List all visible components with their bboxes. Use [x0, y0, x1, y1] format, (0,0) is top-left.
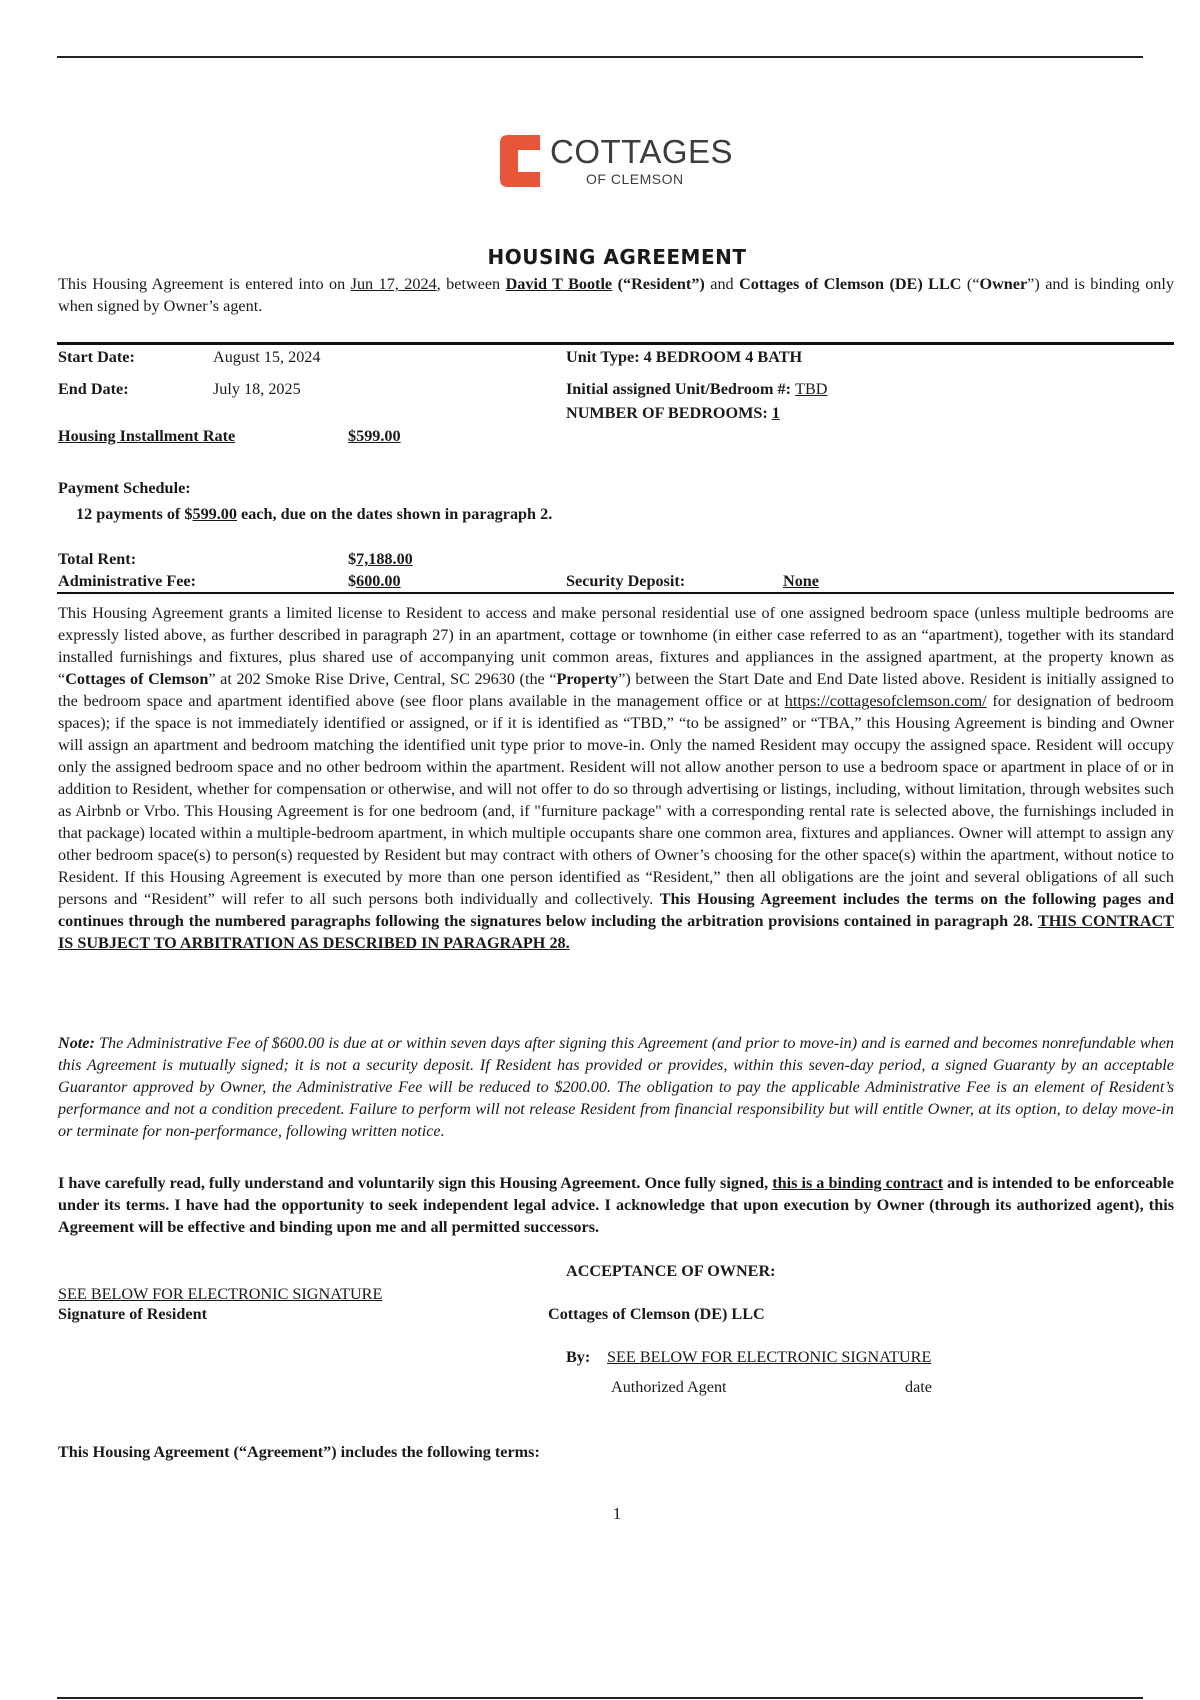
agreement-date: Jun 17, 2024: [350, 275, 437, 293]
resident-name: David T Bootle: [505, 275, 613, 293]
logo-wordmark: COTTAGES: [550, 133, 734, 170]
admin-fee-label: Administrative Fee:: [58, 572, 197, 590]
owner-name: Cottages of Clemson (DE) LLC: [739, 275, 962, 293]
section-divider: [57, 592, 1174, 594]
end-date-label: End Date:: [58, 380, 129, 398]
logo-subtitle: OF CLEMSON: [586, 171, 684, 187]
bottom-rule: [57, 1697, 1143, 1699]
top-rule: [57, 56, 1143, 58]
by-label: By:: [566, 1348, 591, 1366]
rate-label: Housing Installment Rate: [58, 427, 236, 445]
total-rent-label: Total Rent:: [58, 550, 137, 568]
section-divider: [57, 342, 1174, 345]
payment-schedule-label: Payment Schedule:: [58, 479, 191, 497]
terms-paragraph: This Housing Agreement grants a limited license to Resident to access and make personal residential use of one assigned bedroom space (unless multiple bedrooms are expressly listed above, as further described in paragraph 27) in an apartment, cottage or townhome (in either case referred to as an “apartment), together with its standard installed furnishings and fixtures, plus shared use of accompanying unit common areas, fixtures and appliances in the assigned apartment, at the property known as “Cottages of Clemson” at 202 Smoke Rise Drive, Central, SC 29630 (the “Property”) between the Start Date and End Date listed above. Resident is initially assigned to the bedroom space and apartment identified above (see floor plans available in the management office or at https://cottagesofclemson.com/ for designation of bedroom spaces); if the space is not immediately identified or assigned, or if it is identified as “TBD,” “to be assigned” or “TBA,” this Housing Agreement is binding and Owner will assign an apartment and bedroom matching the identified unit type prior to move-in. Only the named Resident may occupy the assigned space. Resident will occupy only the assigned bedroom space and no other bedroom within the apartment. Resident will not allow another person to use a bedroom space or apartment in place of or in addition to Resident, whether for compensation or otherwise, and will not offer to do so through advertising or listings, including, without limitation, through websites such as Airbnb or Vrbo. This Housing Agreement is for one bedroom (and, if "furniture package" with a corresponding rental rate is selected above, the furnishings included in that package) located within a multiple-bedroom apartment, in which multiple occupants share one common area, fixtures and appliances. Owner will attempt to assign any other bedroom space(s) to person(s) requested by Resident but may contract with others of Owner’s choosing for the other space(s) within the apartment, without notice to Resident. If this Housing Agreement is executed by more than one person identified as “Resident,” then all obligations are the joint and several obligations of all such persons and “Resident” will refer to all such persons both individually and collectively. This Housing Agreement includes the terms on the following pages and continues through the numbered paragraphs following the signatures below including the arbitration provisions contained in paragraph 28. THIS CONTRACT IS SUBJECT TO ARBITRATION AS DESCRIBED IN PARAGRAPH 28.: [58, 604, 1175, 952]
end-date-value: July 18, 2025: [213, 380, 301, 398]
unit-value: TBD: [795, 380, 828, 398]
resident-signature-line[interactable]: SEE BELOW FOR ELECTRONIC SIGNATURE: [58, 1285, 383, 1303]
page-number: 1: [612, 1504, 622, 1523]
page-title: HOUSING AGREEMENT: [487, 245, 747, 269]
authorized-agent-label: Authorized Agent: [611, 1378, 727, 1396]
resident-signature-label: Signature of Resident: [58, 1305, 207, 1323]
note-paragraph: Note: The Administrative Fee of $600.00 is due at or within seven days after signing this Agreement (and prior to move-in) and is earned and becomes nonrefundable when this Agreement is mutually signed; it is not a security deposit. If Resident has provided or provides, within this seven-day period, a signed Guaranty by an acceptable Guarantor approved by Owner, the Administrative Fee will be reduced to $200.00. The obligation to pay the applicable Administrative Fee is an element of Resident’s performance and not a condition precedent. Failure to perform will not release Resident from financial responsibility but will entitle Owner, at its option, to delay move-in or terminate for non-performance, following written notice.: [58, 1034, 1174, 1140]
bedrooms-value: 1: [771, 404, 780, 422]
admin-fee-value: $600.00: [348, 572, 401, 590]
security-deposit-value: None: [783, 572, 819, 590]
acknowledgement-paragraph: I have carefully read, fully understand and voluntarily sign this Housing Agreement. Once fully signed, this is a binding contract and is intended to be enforceable under its terms. I have had the opportunity to seek independent legal advice. I acknowledge that upon execution by Owner (through its authorized agent), this Agreement will be effective and binding upon me and all permitted successors.: [58, 1174, 1174, 1236]
owner-signature-line[interactable]: SEE BELOW FOR ELECTRONIC SIGNATURE: [607, 1348, 932, 1366]
website-link[interactable]: https://cottagesofclemson.com/: [784, 692, 987, 710]
acceptance-heading: ACCEPTANCE OF OWNER:: [566, 1262, 776, 1280]
logo-c-icon: [500, 135, 542, 187]
owner-entity-name: Cottages of Clemson (DE) LLC: [548, 1305, 765, 1323]
date-label: date: [905, 1378, 932, 1396]
rate-value: $599.00: [348, 427, 401, 445]
unit-type: Unit Type: 4 BEDROOM 4 BATH: [566, 348, 803, 366]
arbitration-notice: THIS CONTRACT IS SUBJECT TO ARBITRATION AS DESCRIBED IN PARAGRAPH 28.: [58, 912, 1174, 952]
bedrooms-count: NUMBER OF BEDROOMS: 1: [566, 404, 780, 422]
unit-assignment: Initial assigned Unit/Bedroom #: TBD: [566, 380, 828, 398]
total-rent-value: $7,188.00: [348, 550, 413, 568]
payment-schedule-text: 12 payments of $599.00 each, due on the dates shown in paragraph 2.: [76, 505, 553, 523]
security-deposit-label: Security Deposit:: [566, 572, 686, 590]
terms-heading: This Housing Agreement (“Agreement”) includes the following terms:: [58, 1443, 540, 1461]
intro-paragraph: This Housing Agreement is entered into on Jun 17, 2024, between David T Bootle (“Resident”) and Cottages of Clemson (DE) LLC (“Owner”) and is binding only when signed by Owner’s agent.: [58, 275, 1174, 315]
cottages-logo: [500, 133, 740, 193]
start-date-label: Start Date:: [58, 348, 135, 366]
start-date-value: August 15, 2024: [213, 348, 321, 366]
